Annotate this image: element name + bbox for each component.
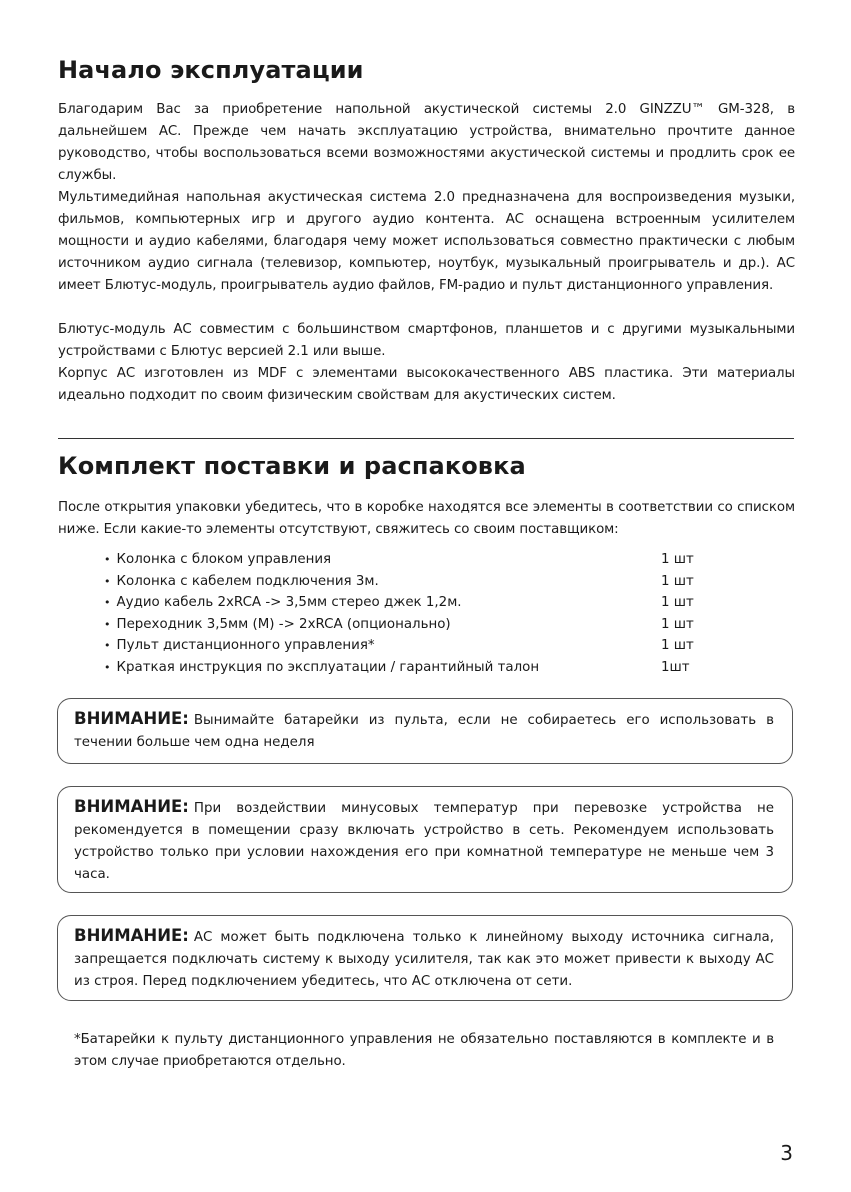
kit-item-qty: 1шт	[661, 659, 690, 675]
warning-text: При воздействии минусовых температур при перевозке устройства не рекомендуется в помещении сразу включать устройство в сеть. Рекомендуем использовать устройство только при условии нахождения его при комнатной температуре не меньше чем 3 часа.	[74, 801, 774, 882]
page-number: 3	[780, 1141, 793, 1165]
section-divider	[58, 438, 794, 439]
section-title-getting-started: Начало эксплуатации	[58, 56, 364, 84]
kit-item-qty: 1 шт	[661, 573, 694, 589]
warning-box-line-output	[57, 915, 793, 1001]
kit-item-name: • Колонка с блоком управления	[104, 549, 331, 571]
kit-item-name: • Аудио кабель 2хRCA -> 3,5мм стерео джек 1,2м.	[104, 592, 462, 614]
kit-list-item	[58, 549, 758, 571]
warning-label: ВНИМАНИЕ:	[74, 926, 189, 945]
kit-item-name: • Пульт дистанционного управления*	[104, 635, 375, 657]
kit-item-qty: 1 шт	[661, 595, 694, 611]
warning-text: Вынимайте батарейки из пульта, если не собираетесь его использовать в течении больше чем одна неделя	[74, 713, 774, 750]
kit-item-qty: 1 шт	[661, 552, 694, 567]
kit-item-name: • Колонка с кабелем подключения 3м.	[104, 571, 379, 593]
kit-item-qty: 1 шт	[661, 616, 694, 632]
intro-paragraph-4: Корпус АС изготовлен из MDF с элементами высококачественного ABS пластика. Эти материалы идеально подходит по своим физическим свойствам для акустических систем.	[58, 366, 795, 403]
section-title-package-contents: Комплект поставки и распаковка	[58, 452, 526, 480]
kit-item-qty: 1 шт	[661, 638, 694, 654]
intro-paragraph-2: Мультимедийная напольная акустическая система 2.0 предназначена для воспроизведения музыки, фильмов, компьютерных игр и другого аудио контента. АС оснащена встроенным усилителем мощности и аудио кабелями, благодаря чему может использоваться совместно практически с любым источником аудио сигнала (телевизор, компьютер, ноутбук, музыкальный проигрыватель и др.). АС имеет Блютус-модуль, проигрыватель аудио файлов, FM-радио и пульт дистанционного управления.	[58, 190, 795, 293]
intro-paragraph-1: Благодарим Вас за приобретение напольной акустической системы 2.0 GINZZU™ GM-328, в дальнейшем АС. Прежде чем начать эксплуатацию устройства, внимательно прочтите данное руководство, чтобы воспользоваться всеми возможностями акустической системы и продлить срок ее службы.	[58, 102, 795, 183]
warning-label: ВНИМАНИЕ:	[74, 709, 189, 728]
kit-list-item	[58, 657, 758, 679]
kit-item-name: • Переходник 3,5мм (M) -> 2xRCA (опционально)	[104, 614, 451, 636]
kit-list-item	[58, 635, 758, 657]
kit-list-item	[58, 592, 758, 614]
warning-label: ВНИМАНИЕ:	[74, 797, 189, 816]
kit-intro-paragraph: После открытия упаковки убедитесь, что в коробке находятся все элементы в соответствии со списком ниже. Если какие-то элементы отсутствуют, свяжитесь со своим поставщиком:	[58, 500, 795, 537]
kit-list-item	[58, 614, 758, 636]
warning-box-temperature	[57, 786, 793, 893]
footnote: *Батарейки к пульту дистанционного управления не обязательно поставляются в комплекте и в этом случае приобретаются отдельно.	[74, 1032, 774, 1069]
kit-item-name: • Краткая инструкция по эксплуатации / гарантийный талон	[104, 657, 539, 679]
intro-paragraph-3: Блютус-модуль АС совместим с большинством смартфонов, планшетов и с другими музыкальными устройствами с Блютус версией 2.1 или выше.	[58, 322, 795, 359]
warning-text: АС может быть подключена только к линейному выходу источника сигнала, запрещается подключать систему к выходу усилителя, так как это может привести к выходу АС из строя. Перед подключением убедитесь, что АС отключена от сети.	[74, 930, 774, 989]
kit-list-item	[58, 571, 758, 593]
kit-list	[58, 549, 758, 679]
warning-box-batteries	[57, 698, 793, 764]
